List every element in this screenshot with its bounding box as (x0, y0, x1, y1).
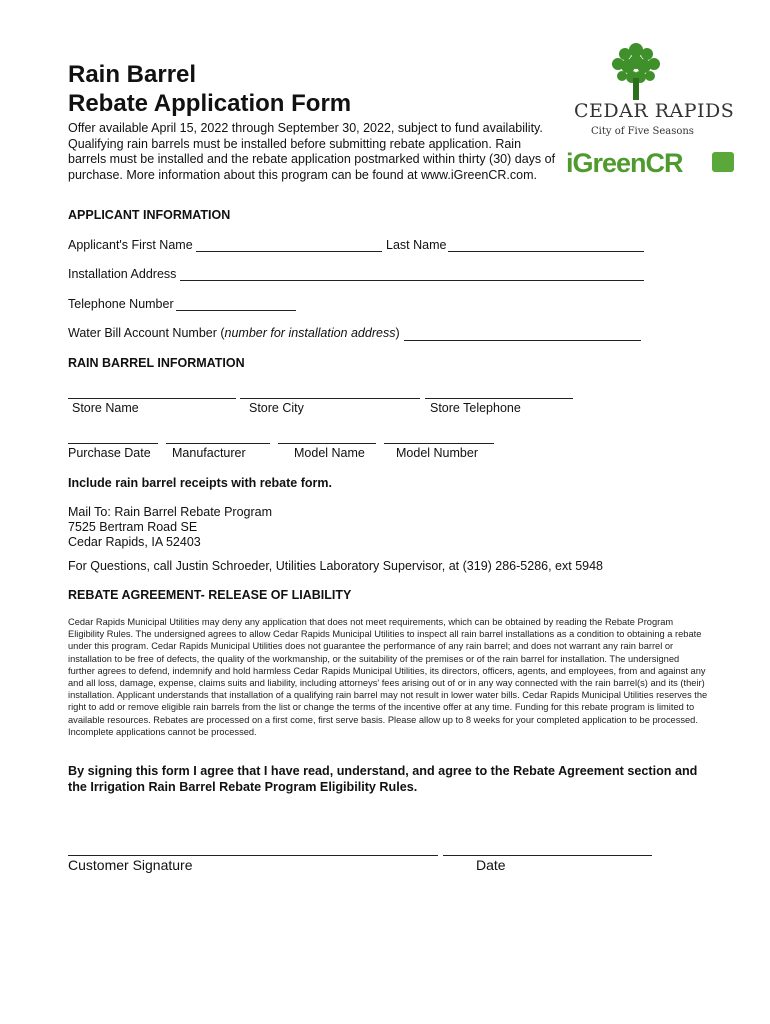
store-telephone-label: Store Telephone (430, 401, 521, 415)
applicant-heading: APPLICANT INFORMATION (68, 208, 231, 222)
cedar-rapids-logo (566, 40, 746, 180)
first-name-field[interactable] (196, 251, 382, 252)
date-label: Date (476, 857, 506, 873)
manufacturer-label: Manufacturer (172, 446, 246, 460)
agreement-heading: REBATE AGREEMENT- RELEASE OF LIABILITY (68, 588, 352, 602)
store-city-label: Store City (249, 401, 304, 415)
city-name: CEDAR RAPIDS (574, 100, 735, 122)
last-name-label: Last Name (386, 238, 447, 252)
purchase-date-label: Purchase Date (68, 446, 151, 460)
phone-label: Telephone Number (68, 297, 174, 311)
intro-paragraph: Offer available April 15, 2022 through September 30, 2022, subject to fund availability. Qualifying rain barrels must be installed before submitting rebate application. Rain barrels must be installed and the rebate application postmarked within thirty (30) days of purchase. More information about this program can be found at www.iGreenCR.com. (68, 121, 556, 182)
first-name-label: Applicant's First Name (68, 238, 193, 252)
store-name-field[interactable] (68, 398, 236, 399)
igreencr-logo: iGreenCR (566, 148, 683, 178)
customer-signature-label: Customer Signature (68, 857, 193, 873)
receipts-note: Include rain barrel receipts with rebate form. (68, 476, 332, 490)
model-name-label: Model Name (294, 446, 365, 460)
form-title (68, 60, 351, 118)
agreement-body: Cedar Rapids Municipal Utilities may deny any application that does not meet requirements, which can be obtained by reading the Rebate Program Eligibility Rules. The undersigned agrees to allow Cedar Rapids Municipal Utilities to inspect all rain barrel installations as a condition to obtaining a rebate under this program. Cedar Rapids Municipal Utilities does not guarantee the performance of any rain barrel; and does not warrant any rain barrel or installation to be free of defects, the quality of the workmanship, or the suitability of the premises or of the rain barrel for installation. The undersigned further agrees to defend, indemnify and hold harmless Cedar Rapids Municipal Utilities, its directors, officers, agents, and employees, from and against any and all loss, damage, expense, claims suits and liability, including attorneys' fees arising out of or in any way connected with the rain barrel(s) and its (their) installation. Applicant understands that installation of a qualifying rain barrel may not result in lower water bills. Cedar Rapids Municipal Utilities reserves the right to add or remove eligible rain barrels from the list or change the terms of the incentive offer at any time. Funding for this rebate program is limited to available resources. Rebates are processed on a first come, first serve basis. Please allow up to 8 weeks for your completed application to be processed. Incomplete applications cannot be processed. (68, 617, 708, 737)
customer-signature-field[interactable] (68, 855, 438, 856)
tree-icon (606, 40, 666, 102)
account-label: Water Bill Account Number (number for installation address) (68, 326, 400, 340)
date-field[interactable] (443, 855, 652, 856)
last-name-field[interactable] (448, 251, 644, 252)
model-number-field[interactable] (384, 443, 494, 444)
store-city-field[interactable] (240, 398, 420, 399)
purchase-date-field[interactable] (68, 443, 158, 444)
model-name-field[interactable] (278, 443, 376, 444)
title-line-1: Rain Barrel (68, 61, 197, 88)
store-telephone-field[interactable] (425, 398, 573, 399)
mail-to-line: Mail To: Rain Barrel Rebate Program (68, 505, 273, 519)
mail-street-line: 7525 Bertram Road SE (68, 520, 198, 534)
store-name-label: Store Name (72, 401, 139, 415)
title-line-2: Rebate Application Form (68, 90, 352, 117)
questions-line: For Questions, call Justin Schroeder, Utilities Laboratory Supervisor, at (319) 286-5286, ext 5948 (68, 559, 604, 573)
consent-statement: By signing this form I agree that I have read, understand, and agree to the Rebate Agreement section and the Irrigation Rain Barrel Rebate Program Eligibility Rules. (68, 764, 698, 794)
telephone-field[interactable] (176, 310, 296, 311)
model-number-label: Model Number (396, 446, 478, 460)
recycle-badge-icon (712, 152, 734, 172)
address-label: Installation Address (68, 267, 177, 281)
account-number-field[interactable] (404, 340, 641, 341)
manufacturer-field[interactable] (166, 443, 270, 444)
mail-city-line: Cedar Rapids, IA 52403 (68, 535, 201, 549)
account-note: number for installation address (224, 326, 396, 340)
city-tagline: City of Five Seasons (591, 126, 694, 137)
installation-address-field[interactable] (180, 280, 644, 281)
barrel-heading: RAIN BARREL INFORMATION (68, 356, 245, 370)
